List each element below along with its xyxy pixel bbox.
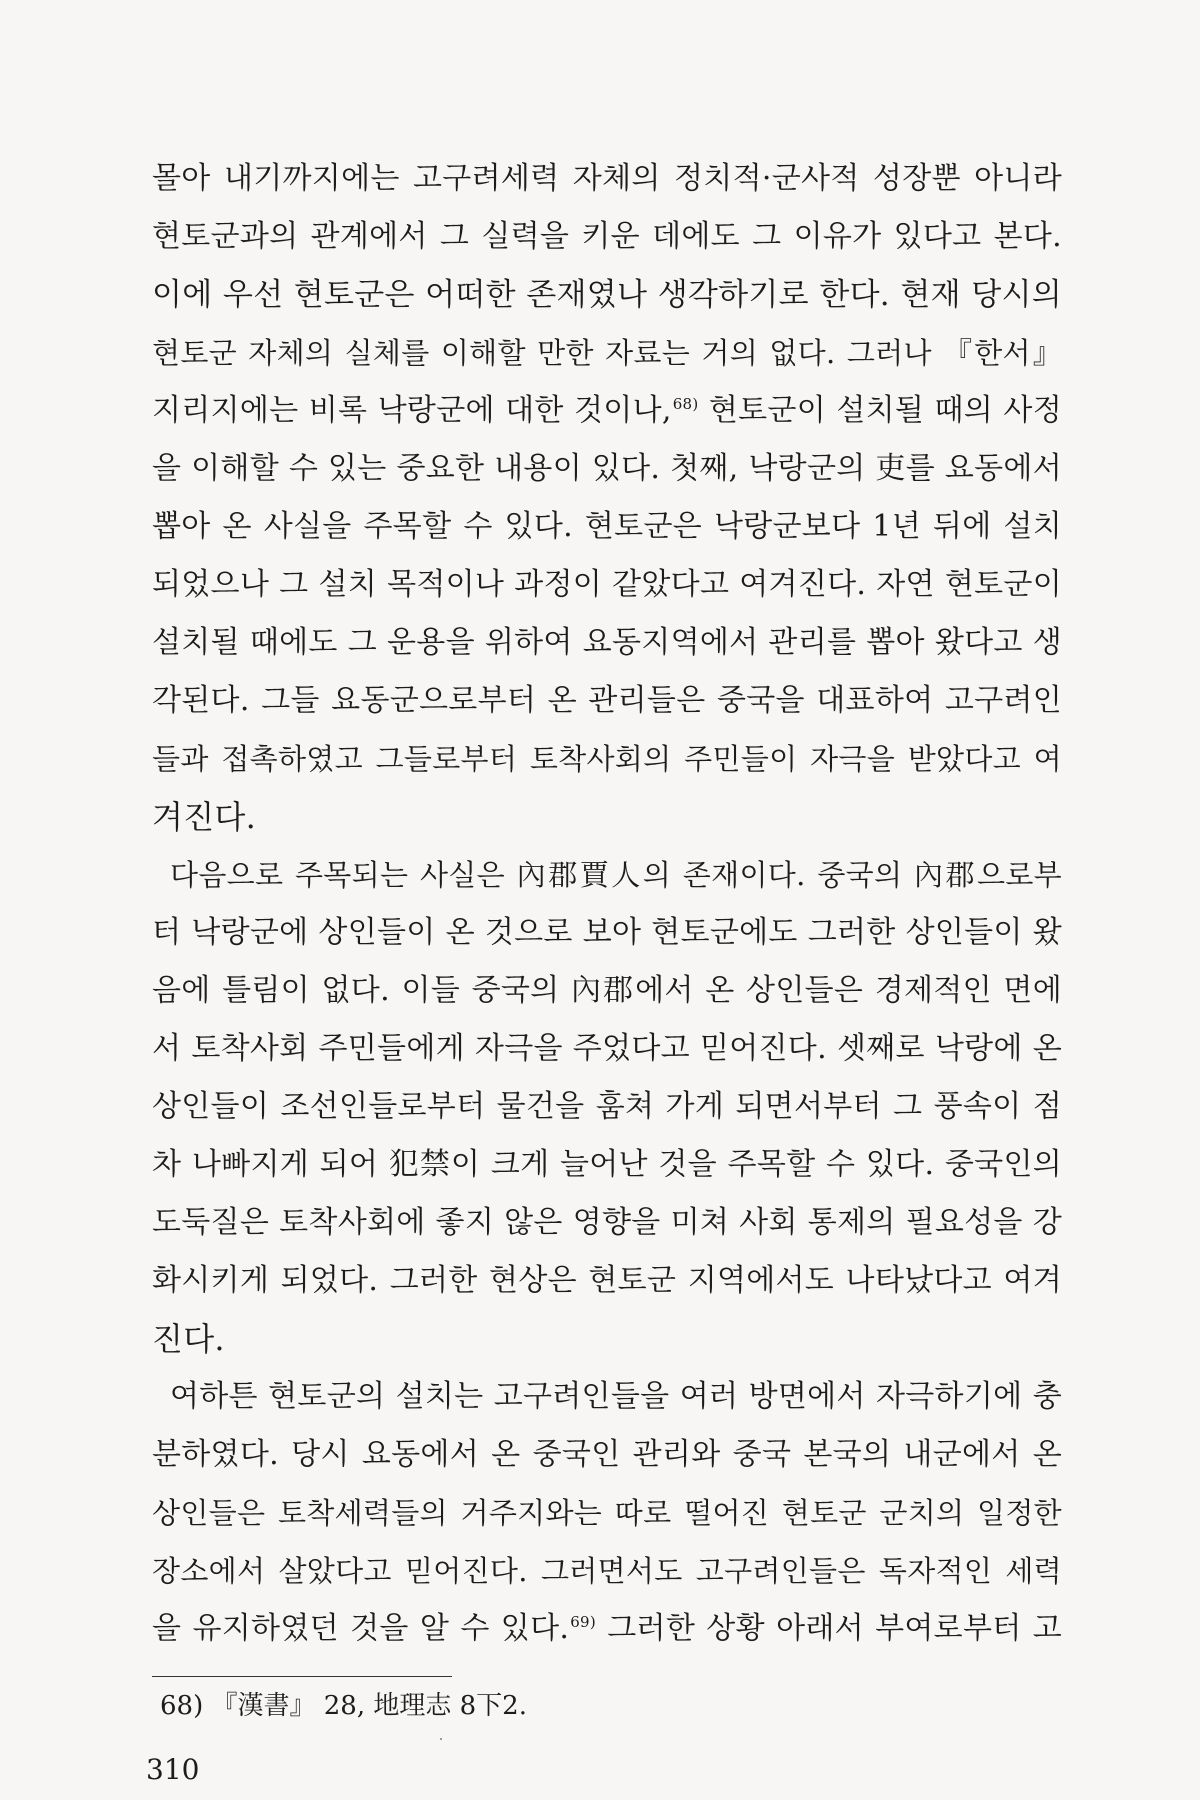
text-line: 몰아 내기까지에는 고구려세력 자체의 정치적·군사적 성장뿐 아니라 (152, 161, 1062, 196)
text-segment: 현토군이 설치될 때의 사정 (698, 393, 1062, 428)
text-line: 진다. (152, 1320, 225, 1358)
text-line: 겨진다. (152, 798, 257, 836)
text-line: 서 토착사회 주민들에게 자극을 주었다고 믿어진다. 셋째로 낙랑에 온 (152, 1031, 1062, 1066)
text-line-with-footnote (152, 382, 1062, 440)
page-number: 310 (146, 1753, 200, 1786)
stray-dot (440, 1738, 442, 1740)
footnote-marker-69: 69) (570, 1613, 597, 1631)
text-line: 현토군과의 관계에서 그 실력을 키운 데에도 그 이유가 있다고 본다. (152, 219, 1062, 254)
text-line: 설치될 때에도 그 운용을 위하여 요동지역에서 관리를 뽑아 왔다고 생 (152, 625, 1062, 660)
text-segment: 을 유지하였던 것을 알 수 있다. (152, 1611, 570, 1646)
footnote-marker-68: 68) (672, 395, 699, 413)
text-line: 이에 우선 현토군은 어떠한 존재였나 생각하기로 한다. 현재 당시의 (152, 277, 1062, 313)
footnote-68: 68) 『漢書』 28, 地理志 8下2. (160, 1691, 527, 1721)
text-line: 여하튼 현토군의 설치는 고구려인들을 여러 방면에서 자극하기에 충 (170, 1379, 1062, 1414)
text-segment: 지리지에는 비록 낙랑군에 대한 것이나, (152, 393, 672, 428)
text-line: 뽑아 온 사실을 주목할 수 있다. 현토군은 낙랑군보다 1년 뒤에 설치 (152, 509, 1062, 544)
text-line: 들과 접촉하였고 그들로부터 토착사회의 주민들이 자극을 받았다고 여 (152, 742, 1062, 776)
footnote-divider (152, 1676, 452, 1677)
text-line: 상인들은 토착세력들의 거주지와는 따로 떨어진 현토군 군치의 일정한 (152, 1496, 1062, 1530)
text-line: 각된다. 그들 요동군으로부터 온 관리들은 중국을 대표하여 고구려인 (152, 683, 1062, 718)
body-text (152, 150, 1062, 1658)
text-line: 터 낙랑군에 상인들이 온 것으로 보아 현토군에도 그러한 상인들이 왔 (152, 915, 1062, 950)
text-line: 다음으로 주목되는 사실은 內郡賈人의 존재이다. 중국의 內郡으로부 (170, 858, 1062, 892)
text-line: 차 나빠지게 되어 犯禁이 크게 늘어난 것을 주목할 수 있다. 중국인의 (152, 1147, 1062, 1182)
text-line: 을 이해할 수 있는 중요한 내용이 있다. 첫째, 낙랑군의 吏를 요동에서 (152, 451, 1062, 486)
text-line: 음에 틀림이 없다. 이들 중국의 內郡에서 온 상인들은 경제적인 면에 (152, 973, 1062, 1008)
text-line: 되었으나 그 설치 목적이나 과정이 같았다고 여겨진다. 자연 현토군이 (152, 567, 1062, 602)
text-line: 화시키게 되었다. 그러한 현상은 현토군 지역에서도 나타났다고 여겨 (152, 1263, 1062, 1298)
text-line: 장소에서 살았다고 믿어진다. 그러면서도 고구려인들은 독자적인 세력 (152, 1554, 1062, 1588)
text-line: 분하였다. 당시 요동에서 온 중국인 관리와 중국 본국의 내군에서 온 (152, 1437, 1062, 1472)
text-segment: 그러한 상황 아래서 부여로부터 고 (596, 1611, 1062, 1646)
text-line: 도둑질은 토착사회에 좋지 않은 영향을 미쳐 사회 통제의 필요성을 강 (152, 1205, 1062, 1240)
text-line: 상인들이 조선인들로부터 물건을 훔쳐 가게 되면서부터 그 풍속이 점 (152, 1089, 1062, 1124)
text-line: 현토군 자체의 실체를 이해할 만한 자료는 거의 없다. 그러나 『한서』 (152, 336, 1062, 370)
text-line-with-footnote (152, 1600, 1062, 1658)
